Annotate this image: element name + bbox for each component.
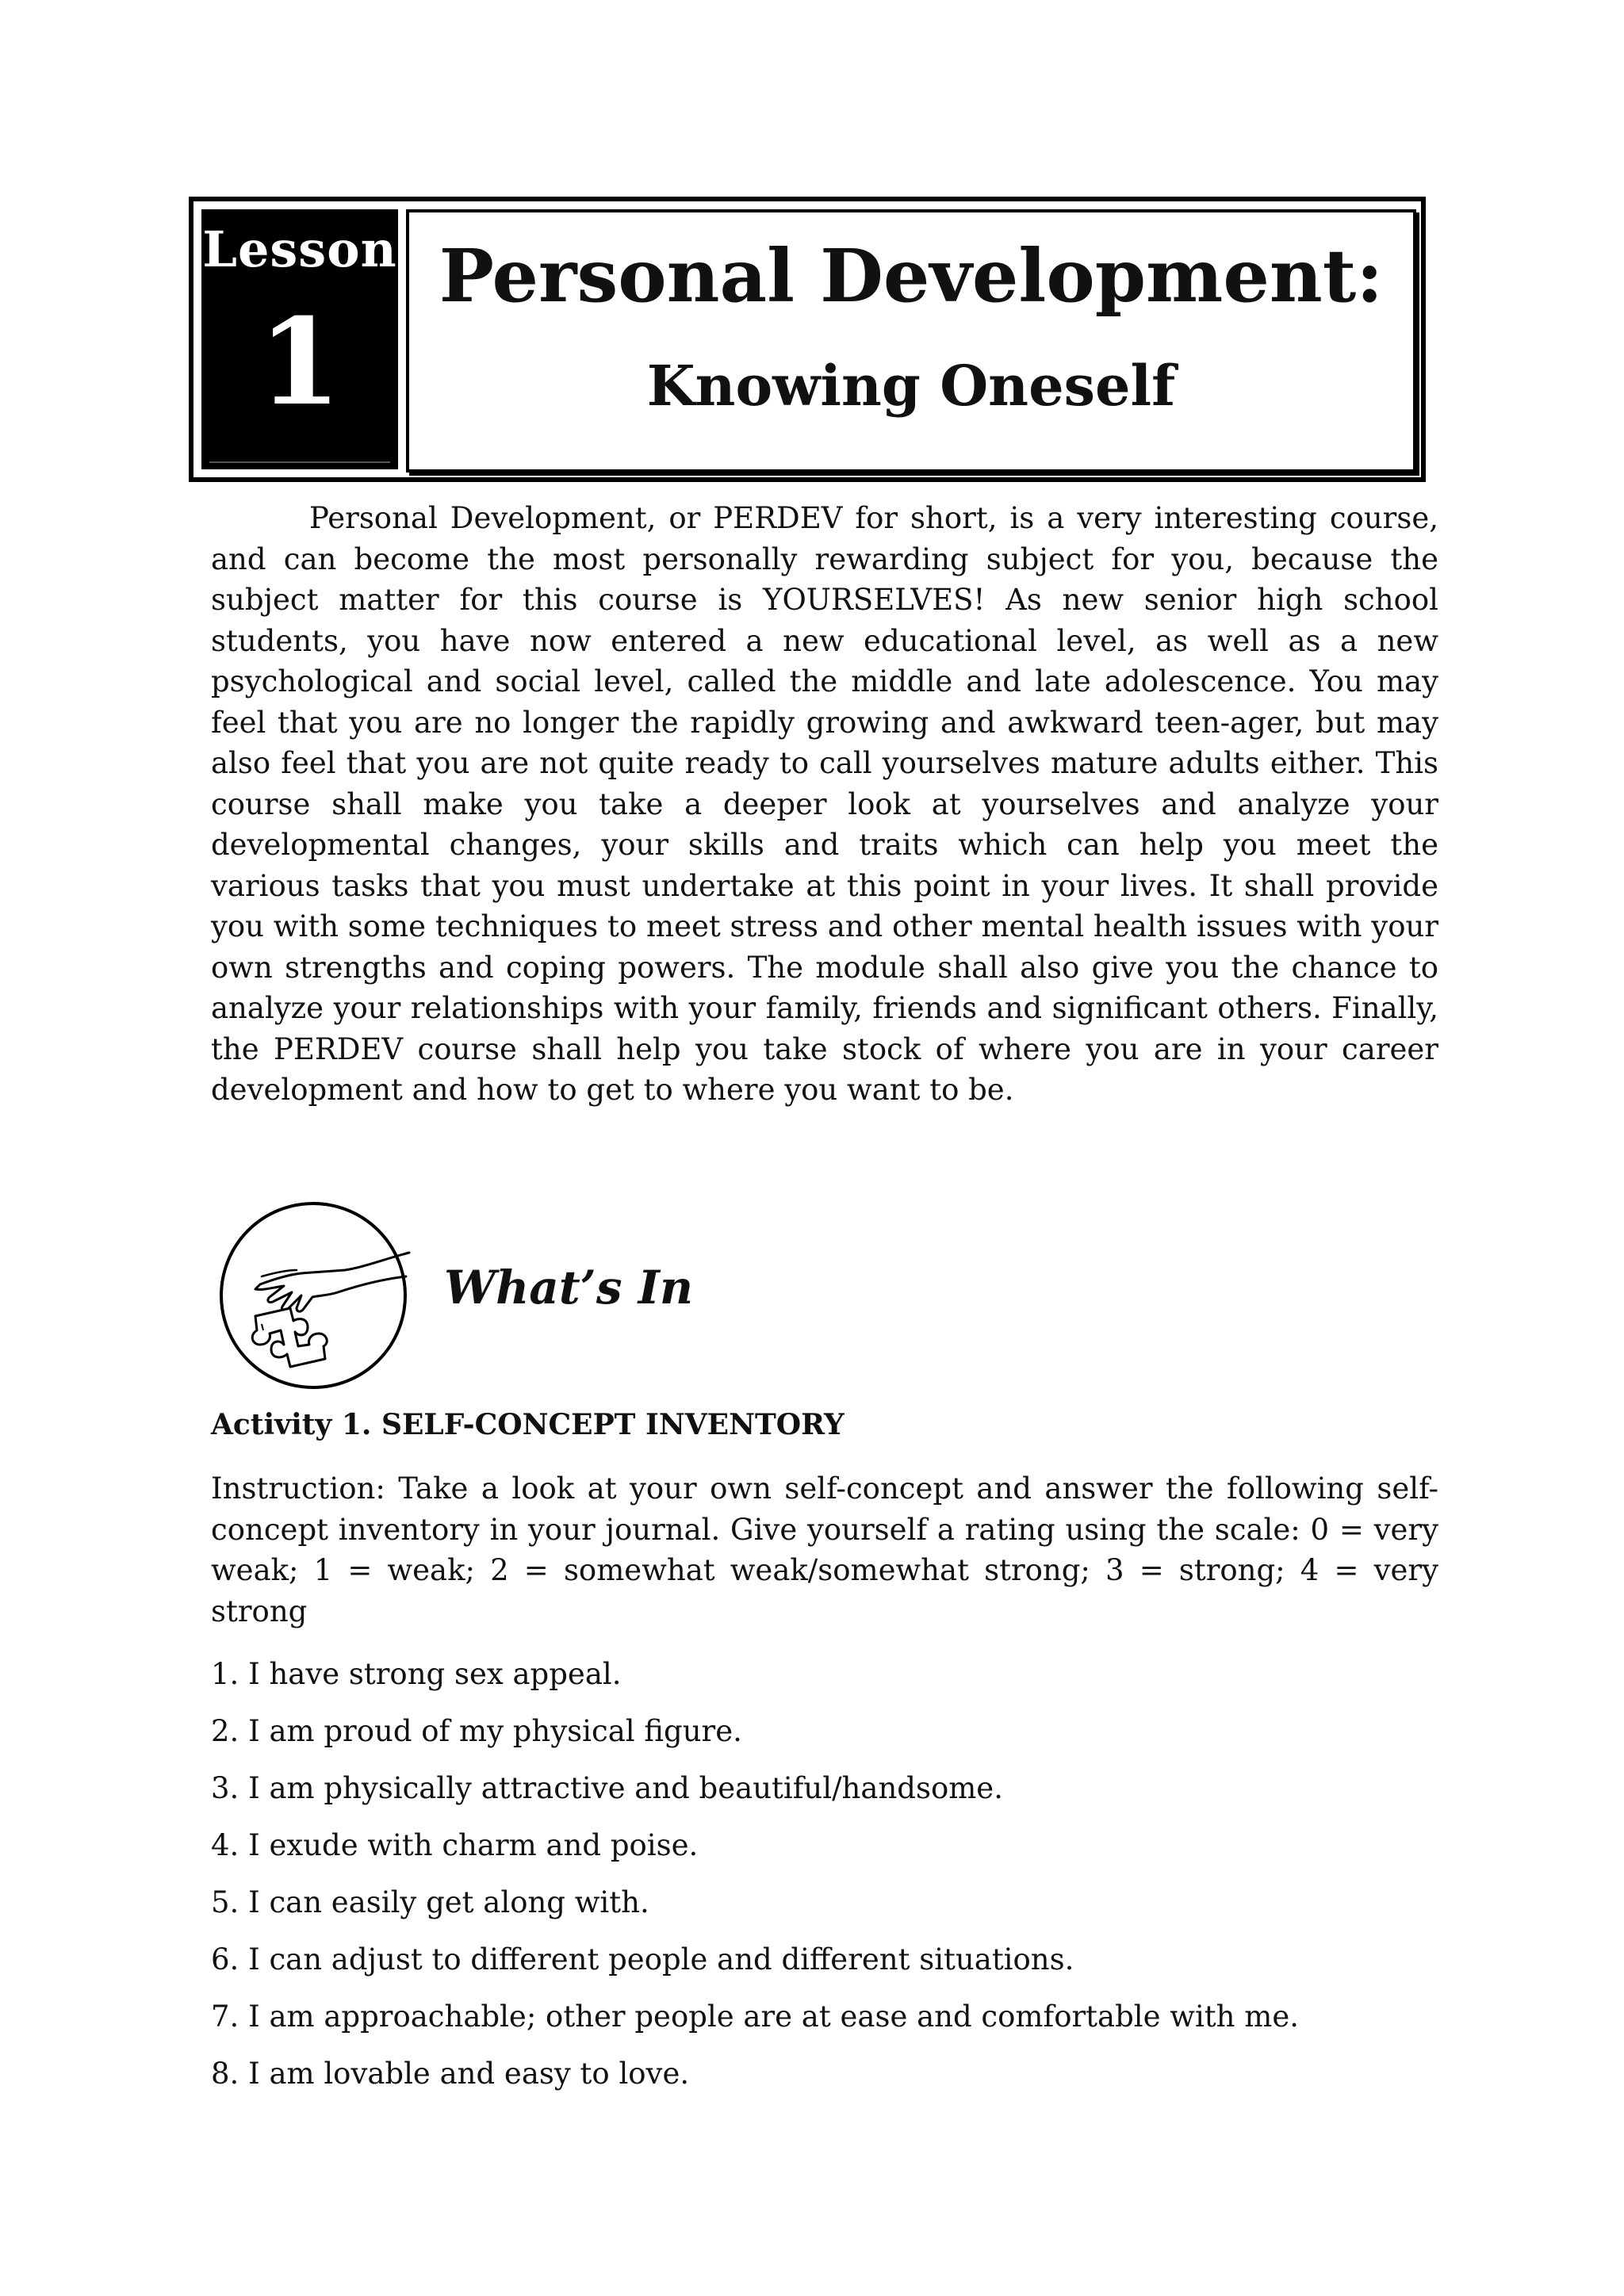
page-title: Personal Development: bbox=[439, 233, 1384, 319]
list-item: 5. I can easily get along with. bbox=[211, 1885, 649, 1919]
activity-instruction: Instruction: Take a look at your own self-concept and answer the following self-concept inventory in your journal. Give yourself a rating using the scale: 0 = very weak; 1 = weak; 2 = somewhat weak/somewhat strong; 3 = strong; 4 = very strong bbox=[211, 1471, 1438, 1628]
list-item: 3. I am physically attractive and beautiful/handsome. bbox=[211, 1771, 1003, 1805]
intro-paragraph: Personal Development, or PERDEV for short, is a very interesting course, and can become the most personally rewarding subject for you, because the subject matter for this course is YOURSELVES! As new senior high school students, you have now entered a new educational level, as well as a new psychological and social level, called the middle and late adolescence. You may feel that you are no longer the rapidly growing and awkward teen-ager, but may also feel that you are not quite ready to call yourselves mature adults either. This course shall make you take a deeper look at yourselves and analyze your developmental changes, your skills and traits which can help you meet the various tasks that you must undertake at this point in your lives. It shall provide you with some techniques to meet stress and other mental health issues with your own strengths and coping powers. The module shall also give you the chance to analyze your relationships with your family, friends and significant others. Finally, the PERDEV course shall help you take stock of where you are in your career development and how to get to where you want to be. bbox=[211, 501, 1438, 1107]
lesson-badge bbox=[201, 209, 398, 469]
list-item: 1. I have strong sex appeal. bbox=[211, 1657, 622, 1691]
badge-divider bbox=[209, 461, 390, 463]
list-item: 4. I exude with charm and poise. bbox=[211, 1828, 699, 1862]
lesson-label: Lesson bbox=[202, 220, 397, 278]
lesson-header bbox=[189, 197, 1426, 482]
list-item: 2. I am proud of my physical figure. bbox=[211, 1714, 742, 1748]
list-item: 8. I am lovable and easy to love. bbox=[211, 2057, 690, 2091]
inventory-list bbox=[211, 1654, 1438, 2110]
hand-puzzle-piece-icon bbox=[214, 1197, 412, 1394]
page-subtitle: Knowing Oneself bbox=[646, 353, 1176, 419]
list-item: 6. I can adjust to different people and different situations. bbox=[211, 1942, 1074, 1976]
activity-title: Activity 1. SELF-CONCEPT INVENTORY bbox=[211, 1408, 845, 1441]
list-item: 7. I am approachable; other people are at ease and comfortable with me. bbox=[211, 1999, 1299, 2034]
lesson-number: 1 bbox=[258, 293, 342, 432]
section-title: What’s In bbox=[444, 1261, 694, 1314]
title-box bbox=[406, 209, 1416, 473]
